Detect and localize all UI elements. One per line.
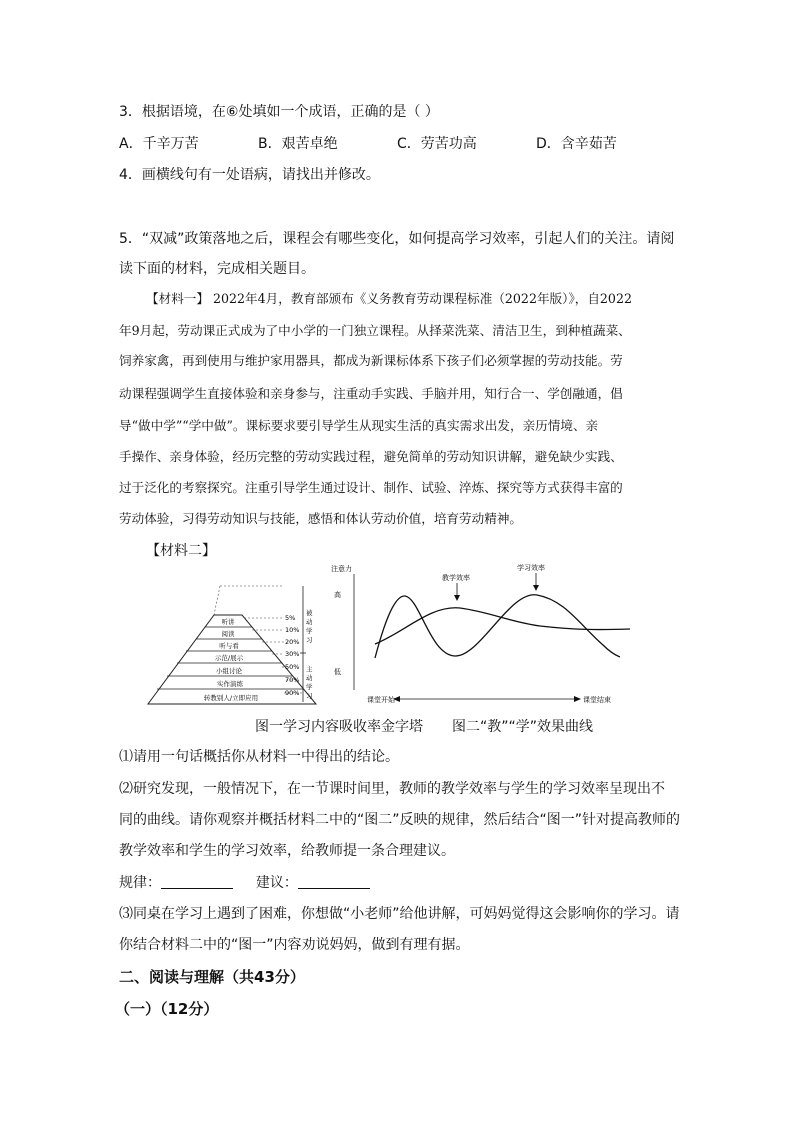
passive-label-char: 动 xyxy=(306,618,313,626)
teach-label: 教学效率 xyxy=(442,574,470,582)
pyramid-percent: 10% xyxy=(285,626,300,634)
q5-intro-line2: 读下面的材料，完成相关题目。 xyxy=(119,261,315,277)
curve-high-label: 高 xyxy=(334,591,341,599)
material1-line: 导“做中学”“学中做”。课标要求要引导学生从现实生活的真实需求出发，亲历情境、亲 xyxy=(119,418,599,433)
section-heading: 二、阅读与理解（共43分） xyxy=(119,968,305,986)
active-label-char: 学 xyxy=(306,683,313,691)
pyramid-percent: 50% xyxy=(285,663,300,671)
passive-label-char: 被 xyxy=(306,609,313,617)
pyramid-percent: 90% xyxy=(285,689,300,697)
q3-option-c: C．劳苦功高 xyxy=(397,136,477,152)
sub-question-3-line: 你结合材料二中的“图一”内容劝说妈妈，做到有理有据。 xyxy=(119,937,470,953)
sub-question-2-line: 同的曲线。请你观察并概括材料二中的“图二”反映的规律，然后结合“图一”针对提高教师的 xyxy=(119,812,681,828)
sub-question-3-line: ⑶同桌在学习上遇到了困难，你想做“小老师”给他讲解，可妈妈觉得这会影响你的学习。请 xyxy=(119,906,680,922)
pyramid-level: 小组讨论 xyxy=(216,667,242,675)
suggestion-blank[interactable] xyxy=(298,874,370,889)
curve-y-label: 注意力 xyxy=(331,565,352,573)
active-label-char: 主 xyxy=(306,665,313,673)
q4-stem: 4．画横线句有一处语病，请找出并修改。 xyxy=(119,167,380,183)
material1-line: 年9月起，劳动课正式成为了中小学的一门独立课程。从择菜洗菜、清洁卫生，到种植蔬菜、 xyxy=(119,323,631,338)
material1-line: 手操作、亲身体验，经历完整的劳动实践过程，避免简单的劳动知识讲解，避免缺少实践、 xyxy=(119,449,623,464)
sub-question-1: ⑴请用一句话概括你从材料一中得出的结论。 xyxy=(119,749,399,765)
teaching-efficiency-curve xyxy=(375,595,620,658)
figure1-caption: 图一学习内容吸收率金字塔 xyxy=(255,719,423,735)
curve-low-label: 低 xyxy=(334,668,341,676)
suggest-label: 建议： xyxy=(255,875,298,891)
pyramid-level: 实作演练 xyxy=(217,680,243,688)
pyramid-percent: 20% xyxy=(285,638,300,646)
material1-line: 劳动体验，习得劳动知识与技能，感悟和体认劳动价值，培育劳动精神。 xyxy=(119,511,522,526)
pyramid-percent: 70% xyxy=(285,676,300,684)
q5-intro-line1: 5．“双减”政策落地之后，课程会有哪些变化，如何提高学习效率，引起人们的关注。请阅 xyxy=(119,231,675,247)
q3-stem: 3．根据语境，在⑥处填如一个成语，正确的是（ ） xyxy=(119,104,439,120)
material1-line: 饲养家禽，再到使用与维护家用器具，都成为新课标体系下孩子们必须掌握的劳动技能。劳 xyxy=(119,353,623,368)
material1-line: 动课程强调学生直接体验和亲身参与，注重动手实践、手脑并用，知行合一、学创融通，倡 xyxy=(119,386,623,401)
pyramid-level: 听讲 xyxy=(221,618,235,626)
q3-option-a: A．千辛万苦 xyxy=(119,136,199,152)
learning-efficiency-curve xyxy=(375,608,630,644)
subsection-heading: （一）（12分） xyxy=(115,1000,219,1018)
rule-label: 规律： xyxy=(119,875,161,891)
passive-label-char: 习 xyxy=(306,636,313,644)
pyramid-figure xyxy=(140,582,330,710)
passive-label-char: 学 xyxy=(306,627,313,635)
sub-question-2-line: ⑵研究发现，一般情况下，在一节课时间里，教师的教学效率与学生的学习效率呈现出不 xyxy=(119,781,665,797)
q3-option-b: B．艰苦卓绝 xyxy=(258,136,338,152)
pyramid-level: 听与看 xyxy=(219,642,239,650)
active-label-char: 习 xyxy=(306,692,313,700)
class-start-label: 课堂开始 xyxy=(367,696,395,704)
figure2-caption: 图二“教”“学”效果曲线 xyxy=(452,719,594,735)
material1-line: 过于泛化的考察探究。注重引导学生通过设计、制作、试验、淬炼、探究等方式获得丰富的 xyxy=(119,480,623,495)
q3-option-d: D．含辛茹苦 xyxy=(536,136,617,152)
pyramid-level: 转教别人/立即应用 xyxy=(203,694,259,702)
efficiency-curve-figure xyxy=(325,560,640,715)
answer-blanks-row xyxy=(119,873,370,893)
material1-line: 【材料一】 2022年4月，教育部颁布《义务教育劳动课程标准（2022年版）》，自2022 xyxy=(146,291,632,306)
pyramid-level: 阅读 xyxy=(221,630,235,638)
rule-blank[interactable] xyxy=(161,874,233,889)
material2-label: 【材料二】 xyxy=(146,543,216,559)
learn-label: 学习效率 xyxy=(517,564,545,572)
class-end-label: 课堂结束 xyxy=(583,696,611,704)
sub-question-2-line: 教学效率和学生的学习效率，给教师提一条合理建议。 xyxy=(119,843,455,859)
pyramid-percent: 30% xyxy=(285,650,300,658)
active-label-char: 动 xyxy=(306,674,313,682)
pyramid-level: 示范/展示 xyxy=(214,654,244,662)
pyramid-percent: 5% xyxy=(285,614,296,622)
